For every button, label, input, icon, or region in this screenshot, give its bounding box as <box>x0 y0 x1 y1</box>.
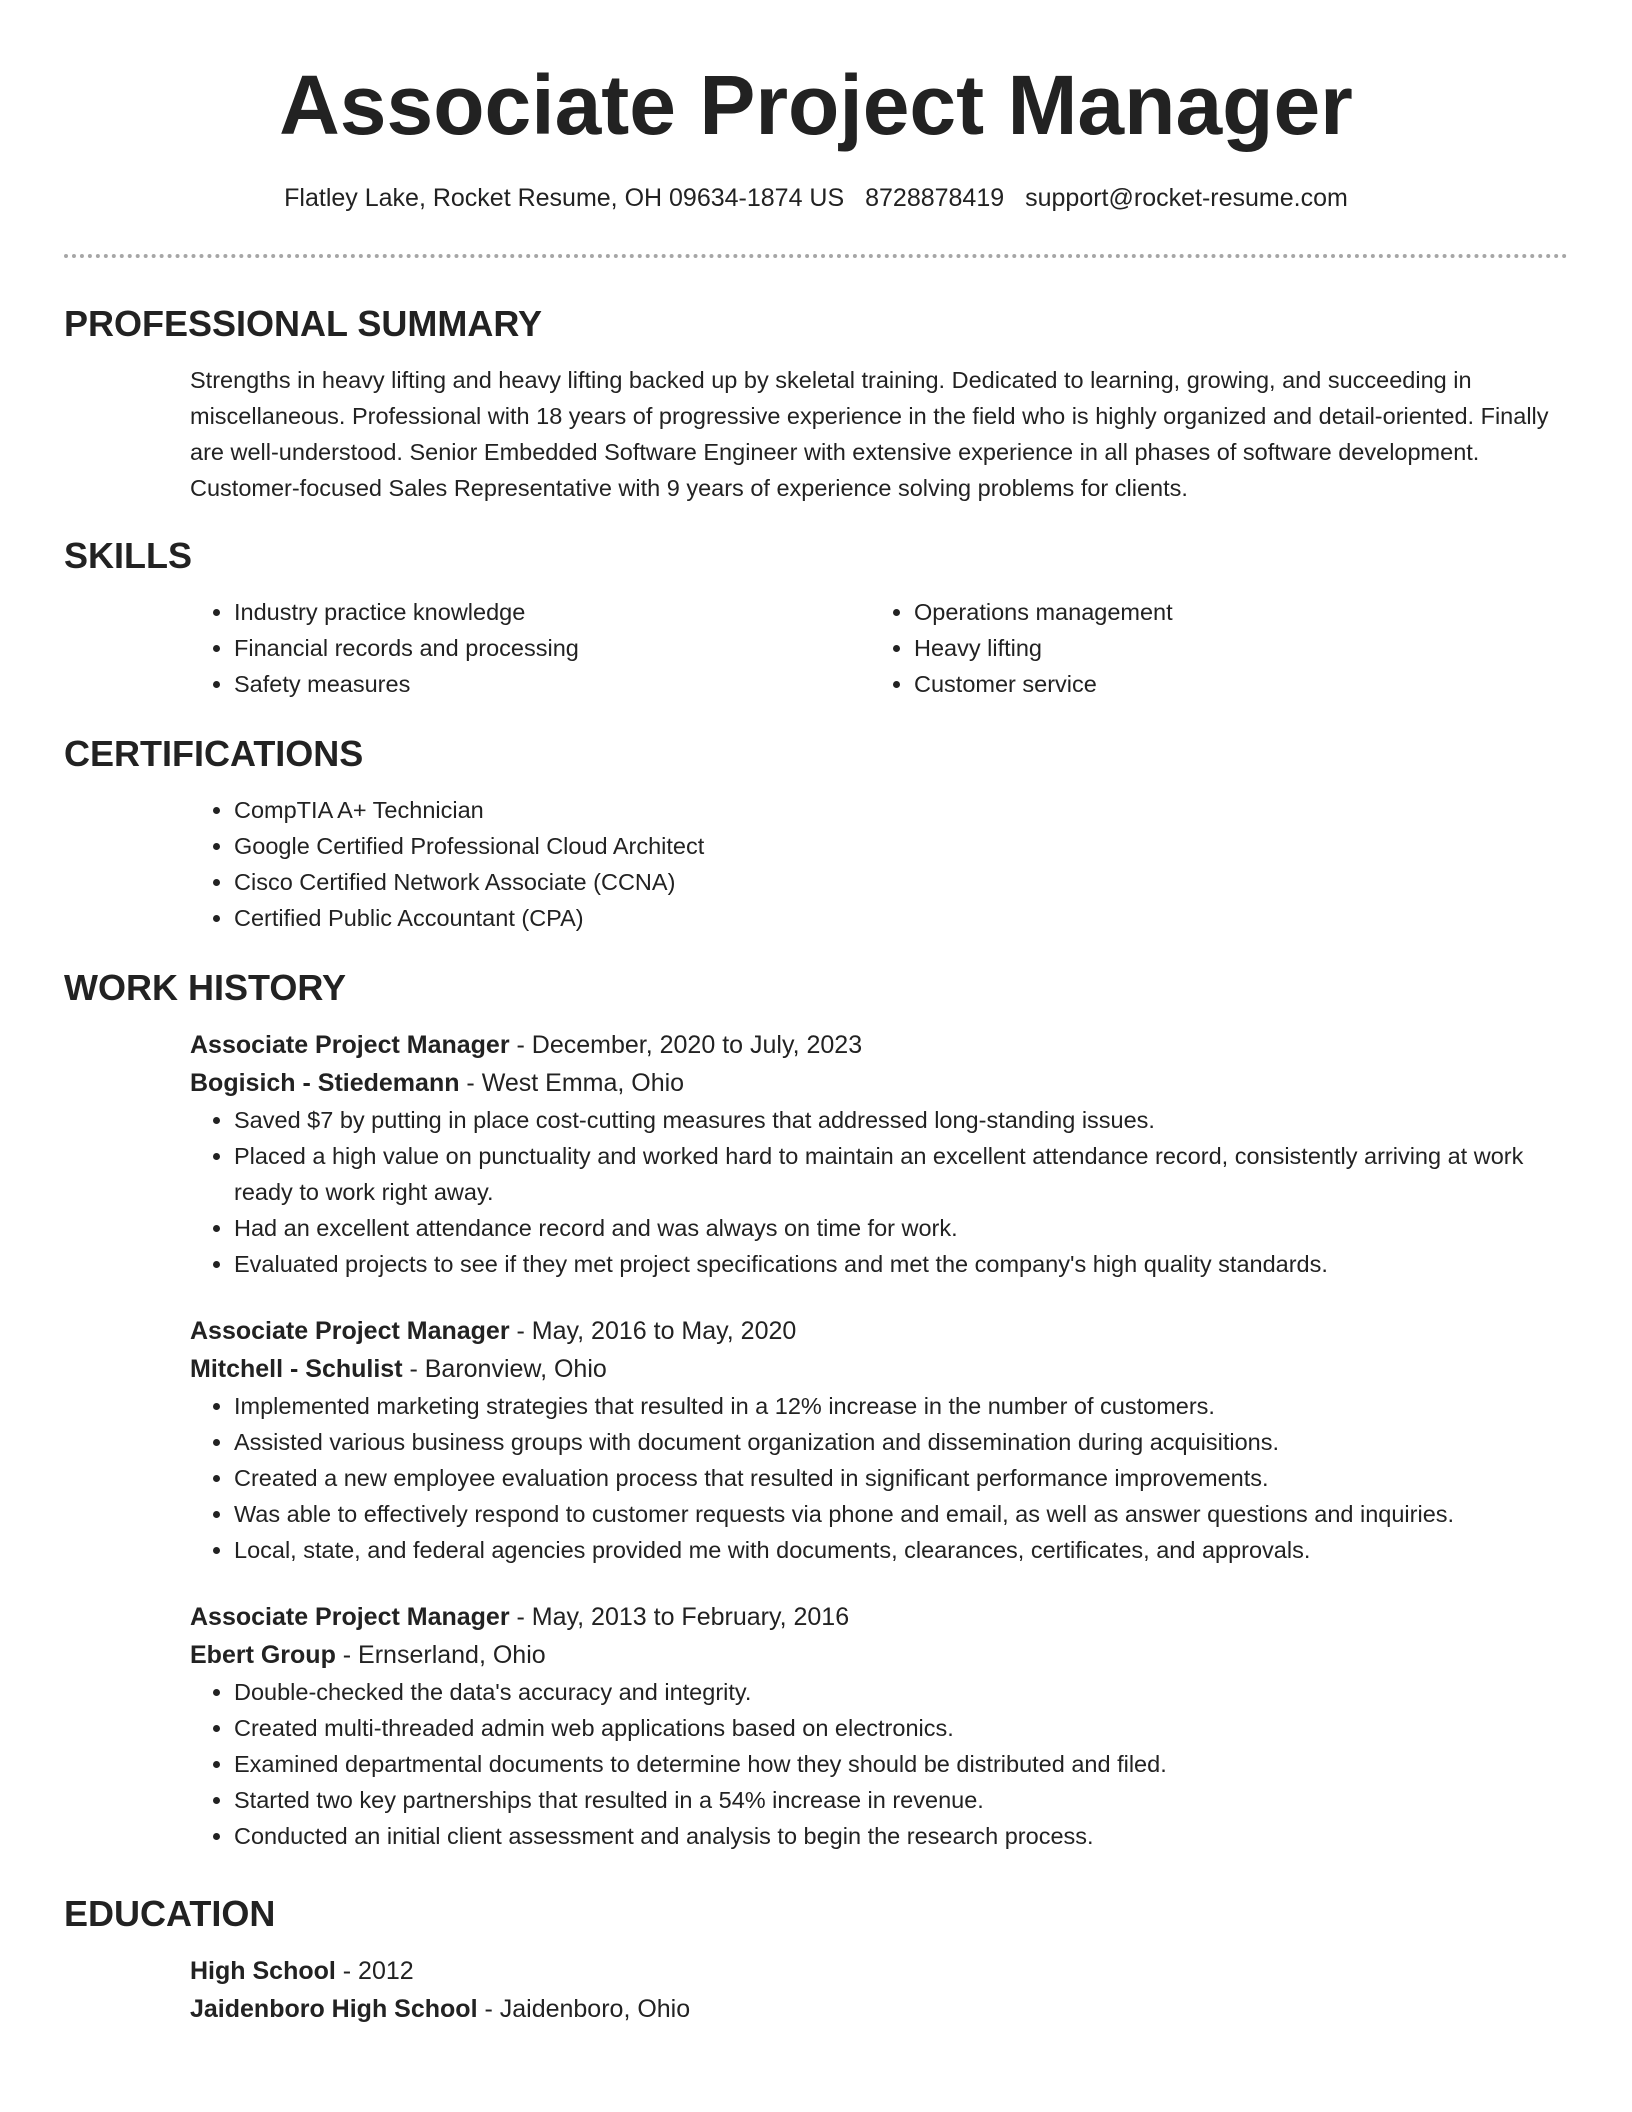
skill-item: • Safety measures <box>234 666 870 702</box>
job-role-line <box>190 1026 1568 1064</box>
job-location: - Ernserland, Ohio <box>335 1641 546 1669</box>
job-bullet: • Assisted various business groups with document organization and dissemination during acquisitions. <box>234 1424 1568 1460</box>
contact-phone: 8728878419 <box>865 184 1005 212</box>
job-bullet: • Created a new employee evaluation process that resulted in significant performance improvements. <box>234 1460 1568 1496</box>
job-company: Bogisich - Stiedemann <box>190 1069 460 1097</box>
skill-item: • Customer service <box>914 666 1550 702</box>
job-bullet: • Examined departmental documents to determine how they should be distributed and filed. <box>234 1746 1568 1782</box>
job-bullet: • Was able to effectively respond to customer requests via phone and email, as well as answer questions and inquiries. <box>234 1496 1568 1532</box>
contact-email: support@rocket-resume.com <box>1025 184 1348 212</box>
certification-item: • Cisco Certified Network Associate (CCNA) <box>234 864 1568 900</box>
job-bullet: • Placed a high value on punctuality and worked hard to maintain an excellent attendance record, consistently arriving at work ready to work right away. <box>234 1138 1568 1210</box>
skills-column-left <box>190 594 870 702</box>
job-location: - West Emma, Ohio <box>459 1069 685 1097</box>
education-degree-line <box>190 1952 1568 1990</box>
education-school-line <box>190 1990 1568 2028</box>
job-bullet: • Started two key partnerships that resulted in a 54% increase in revenue. <box>234 1782 1568 1818</box>
job-role: Associate Project Manager <box>190 1603 510 1631</box>
skill-item: • Industry practice knowledge <box>234 594 870 630</box>
job-role-line <box>190 1598 1568 1636</box>
job-dates: - December, 2020 to July, 2023 <box>509 1031 863 1059</box>
summary-text: Strengths in heavy lifting and heavy lifting backed up by skeletal training. Dedicated to learning, growing, and succeeding in miscellaneous. Professional with 18 years of progressive experience in the field who is highly organized and detail-oriented. Finally are well-understood. Senior Embedded Software Engineer with extensive experience in all phases of software development. Customer-focused Sales Representative with 9 years of experience solving problems for clients. <box>190 367 1549 501</box>
job-bullet: • Evaluated projects to see if they met project specifications and met the company's high quality standards. <box>234 1246 1568 1282</box>
job-company: Mitchell - Schulist <box>190 1355 403 1383</box>
section-title-education: EDUCATION <box>64 1893 276 1934</box>
job-dates: - May, 2016 to May, 2020 <box>509 1317 797 1345</box>
job-entry <box>190 1026 1568 1282</box>
job-bullet: • Double-checked the data's accuracy and integrity. <box>234 1674 1568 1710</box>
education-location: - Jaidenboro, Ohio <box>477 1995 691 2023</box>
education-year: - 2012 <box>335 1957 414 1985</box>
education-degree: High School <box>190 1957 336 1985</box>
job-company-line <box>190 1636 1568 1674</box>
resume-header <box>64 0 1568 216</box>
job-role: Associate Project Manager <box>190 1317 510 1345</box>
certification-item: • Google Certified Professional Cloud Architect <box>234 828 1568 864</box>
job-bullet: • Conducted an initial client assessment and analysis to begin the research process. <box>234 1818 1568 1854</box>
job-bullet: • Implemented marketing strategies that resulted in a 12% increase in the number of customers. <box>234 1388 1568 1424</box>
job-company: Ebert Group <box>190 1641 336 1669</box>
skill-item: • Operations management <box>914 594 1550 630</box>
job-entry <box>190 1598 1568 1854</box>
candidate-name: Associate Project Manager <box>279 58 1353 152</box>
header-divider <box>64 254 1568 258</box>
section-title-summary: PROFESSIONAL SUMMARY <box>64 303 543 344</box>
section-title-certifications: CERTIFICATIONS <box>64 733 364 774</box>
job-location: - Baronview, Ohio <box>402 1355 607 1383</box>
skill-item: • Financial records and processing <box>234 630 870 666</box>
education-school: Jaidenboro High School <box>190 1995 478 2023</box>
job-entry <box>190 1312 1568 1568</box>
job-role: Associate Project Manager <box>190 1031 510 1059</box>
certification-list <box>190 792 1568 936</box>
skill-item: • Heavy lifting <box>914 630 1550 666</box>
certification-item: • Certified Public Accountant (CPA) <box>234 900 1568 936</box>
job-bullet: • Saved $7 by putting in place cost-cutting measures that addressed long-standing issues. <box>234 1102 1568 1138</box>
contact-line <box>64 180 1568 216</box>
job-bullet: • Had an excellent attendance record and was always on time for work. <box>234 1210 1568 1246</box>
skills-column-right <box>870 594 1550 702</box>
contact-address: Flatley Lake, Rocket Resume, OH 09634-1874 US <box>284 184 845 212</box>
job-company-line <box>190 1064 1568 1102</box>
job-dates: - May, 2013 to February, 2016 <box>509 1603 850 1631</box>
job-company-line <box>190 1350 1568 1388</box>
section-title-skills: SKILLS <box>64 535 193 576</box>
certification-item: • CompTIA A+ Technician <box>234 792 1568 828</box>
section-title-work-history: WORK HISTORY <box>64 967 347 1008</box>
education-entry <box>190 1952 1568 2028</box>
skills-grid <box>190 594 1568 702</box>
job-bullet: • Local, state, and federal agencies provided me with documents, clearances, certificates, and approvals. <box>234 1532 1568 1568</box>
job-bullet: • Created multi-threaded admin web applications based on electronics. <box>234 1710 1568 1746</box>
job-role-line <box>190 1312 1568 1350</box>
